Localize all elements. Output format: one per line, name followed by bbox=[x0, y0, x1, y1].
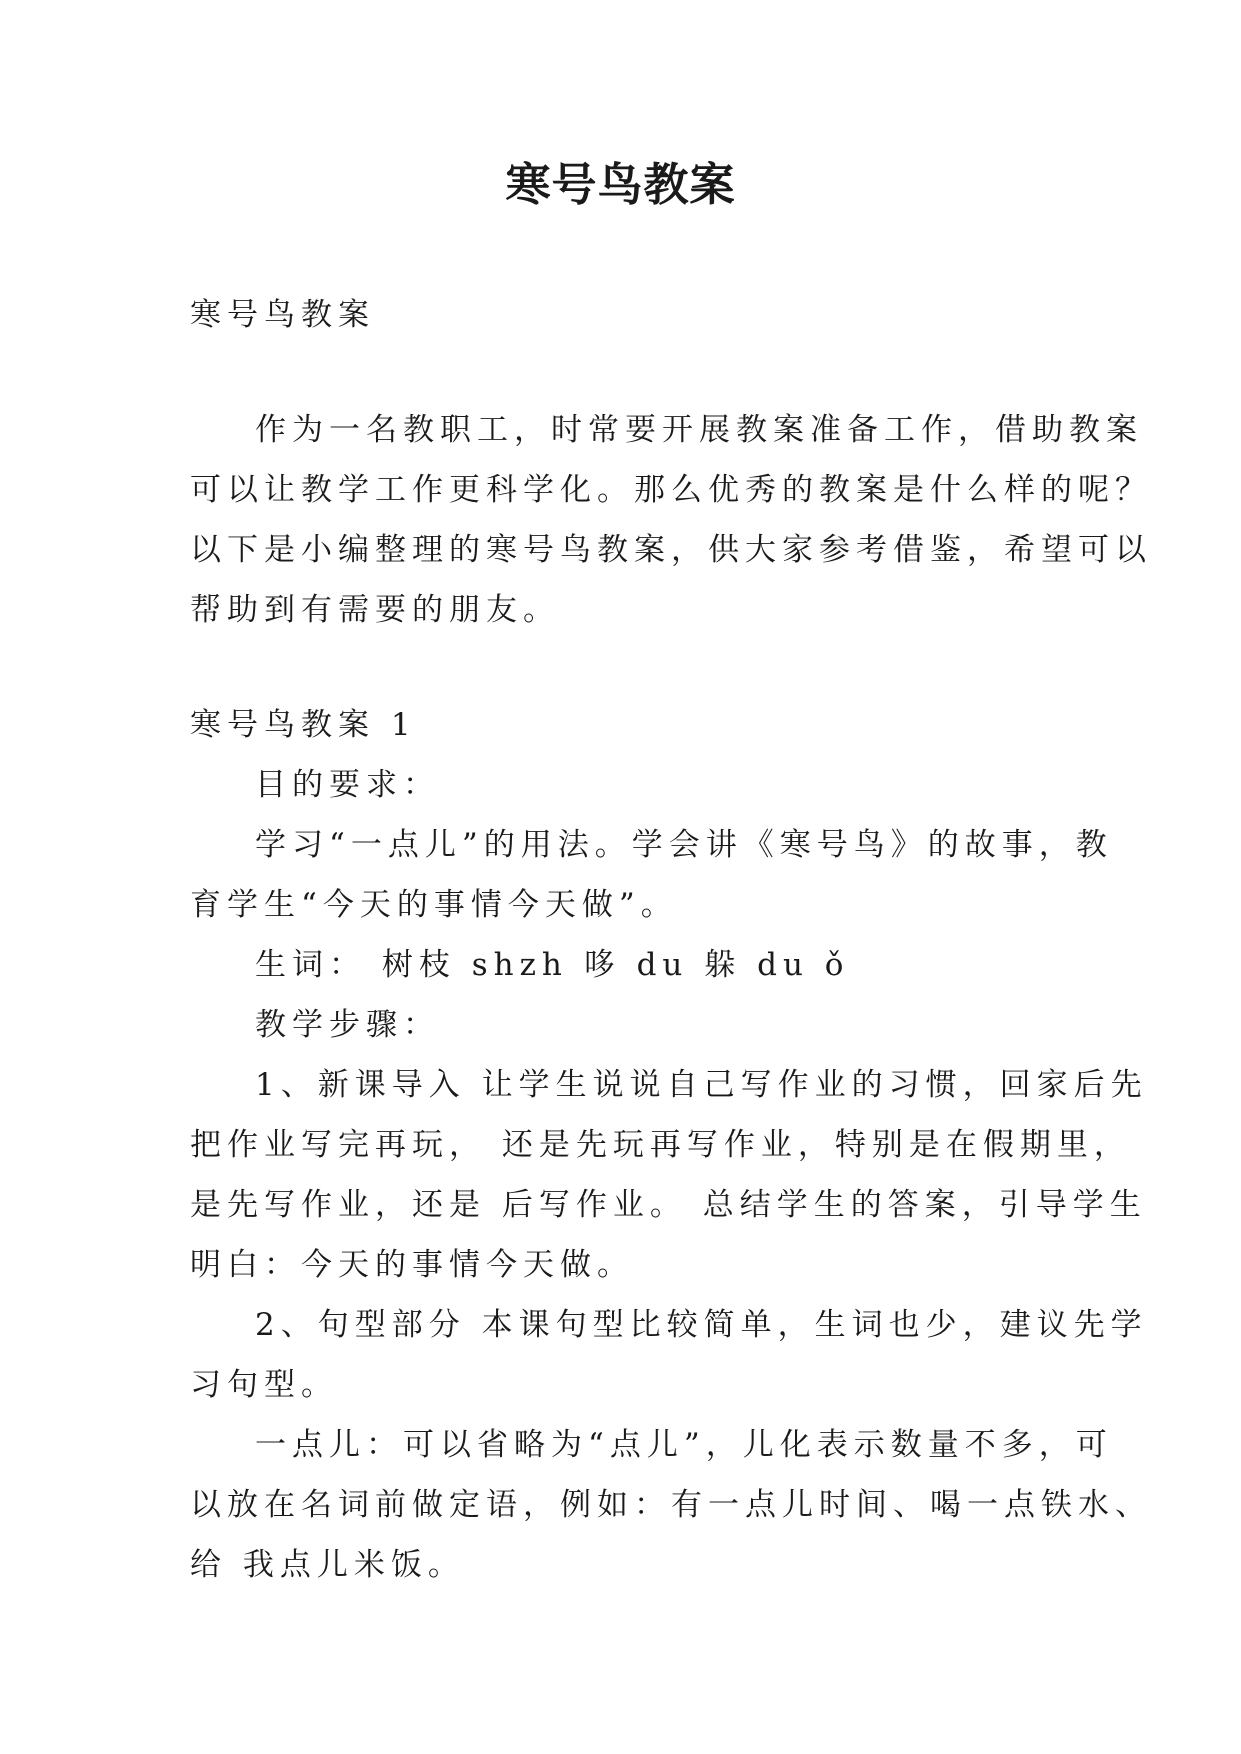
yidianer-line: 给 我点儿米饭。 bbox=[190, 1547, 465, 1583]
step2-line: 2、句型部分 本课句型比较简单，生词也少，建议先学 bbox=[255, 1307, 1148, 1343]
goal-line: 育学生“今天的事情今天做”。 bbox=[190, 887, 678, 923]
step1-line: 1、新课导入 让学生说说自己写作业的习惯，回家后先 bbox=[255, 1067, 1148, 1103]
vocab-line: 生词： 树枝 shzh 哆 du 躲 du ǒ bbox=[255, 947, 850, 983]
intro-line: 以下是小编整理的寒号鸟教案，供大家参考借鉴，希望可以 bbox=[190, 532, 1152, 568]
step1-line: 把作业写完再玩， 还是先玩再写作业，特别是在假期里， bbox=[190, 1127, 1131, 1163]
goal-label: 目的要求： bbox=[255, 767, 440, 803]
intro-line: 作为一名教职工，时常要开展教案准备工作，借助教案 bbox=[255, 412, 1143, 448]
document-title: 寒号鸟教案 bbox=[505, 158, 736, 211]
yidianer-line: 一点儿：可以省略为“点儿”，儿化表示数量不多，可 bbox=[255, 1427, 1113, 1463]
intro-line: 帮助到有需要的朋友。 bbox=[190, 592, 560, 628]
intro-line: 可以让教学工作更科学化。那么优秀的教案是什么样的呢？ bbox=[190, 472, 1152, 508]
section-heading: 寒号鸟教案 1 bbox=[190, 707, 417, 743]
yidianer-line: 以放在名词前做定语，例如：有一点儿时间、喝一点铁水、 bbox=[190, 1487, 1152, 1523]
step1-line: 明白：今天的事情今天做。 bbox=[190, 1247, 634, 1283]
goal-line: 学习“一点儿”的用法。学会讲《寒号鸟》的故事，教 bbox=[255, 827, 1113, 863]
document-subtitle: 寒号鸟教案 bbox=[190, 297, 375, 333]
steps-label: 教学步骤： bbox=[255, 1007, 440, 1043]
step2-line: 习句型。 bbox=[190, 1367, 338, 1403]
step1-line: 是先写作业，还是 后写作业。 总结学生的答案，引导学生 bbox=[190, 1187, 1147, 1223]
